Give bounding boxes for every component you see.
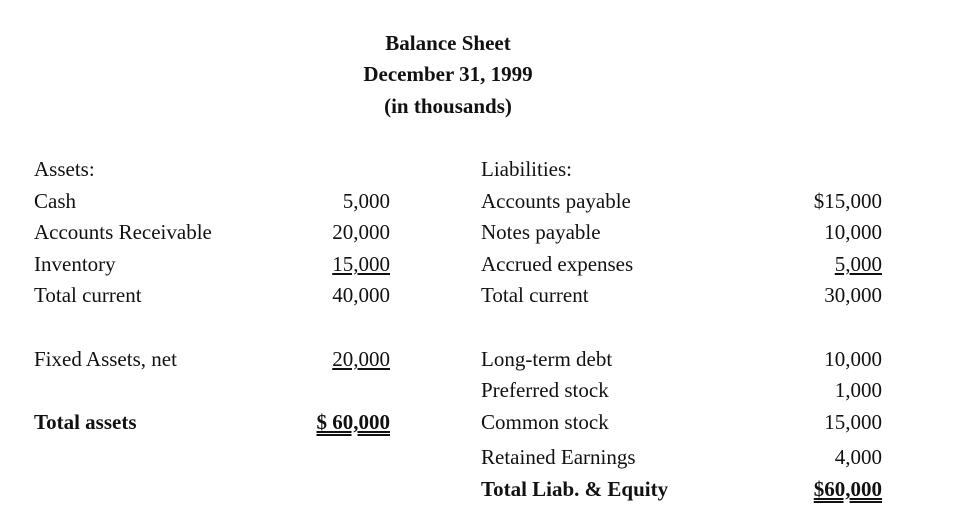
preferred-stock-label: Preferred stock	[481, 378, 609, 402]
total-assets-value: $ 60,000	[316, 410, 390, 434]
accounts-payable-label: Accounts payable	[481, 189, 631, 213]
report-date: December 31, 1999	[363, 62, 533, 86]
preferred-stock-value: 1,000	[834, 378, 882, 402]
common-stock-label: Common stock	[481, 410, 609, 434]
total-assets-label: Total assets	[34, 410, 137, 434]
retained-earnings-value: 4,000	[834, 445, 882, 469]
fixed-assets-label: Fixed Assets, net	[34, 347, 177, 371]
total-liab-equity-value: $60,000	[813, 477, 882, 501]
assets-total-current-label: Total current	[34, 283, 142, 307]
notes-payable-value: 10,000	[824, 220, 882, 244]
receivable-label: Accounts Receivable	[34, 220, 212, 244]
liabilities-total-current-label: Total current	[481, 283, 589, 307]
inventory-value: 15,000	[332, 252, 390, 276]
assets-total-current-value: 40,000	[332, 283, 390, 307]
receivable-value: 20,000	[332, 220, 390, 244]
retained-earnings-label: Retained Earnings	[481, 445, 636, 469]
liabilities-total-current-value: 30,000	[824, 283, 882, 307]
common-stock-value: 15,000	[824, 410, 882, 434]
long-term-debt-label: Long-term debt	[481, 347, 613, 371]
accrued-expenses-label: Accrued expenses	[481, 252, 634, 276]
inventory-label: Inventory	[34, 252, 116, 276]
long-term-debt-value: 10,000	[824, 347, 882, 371]
assets-heading: Assets:	[34, 157, 95, 181]
units-note: (in thousands)	[384, 94, 512, 118]
accounts-payable-value: $15,000	[813, 189, 882, 213]
notes-payable-label: Notes payable	[481, 220, 601, 244]
page-title: Balance Sheet	[385, 31, 511, 55]
liabilities-heading: Liabilities:	[481, 157, 572, 181]
cash-label: Cash	[34, 189, 76, 213]
cash-value: 5,000	[342, 189, 390, 213]
total-liab-equity-label: Total Liab. & Equity	[481, 477, 669, 501]
accrued-expenses-value: 5,000	[834, 252, 882, 276]
fixed-assets-value: 20,000	[332, 347, 390, 371]
